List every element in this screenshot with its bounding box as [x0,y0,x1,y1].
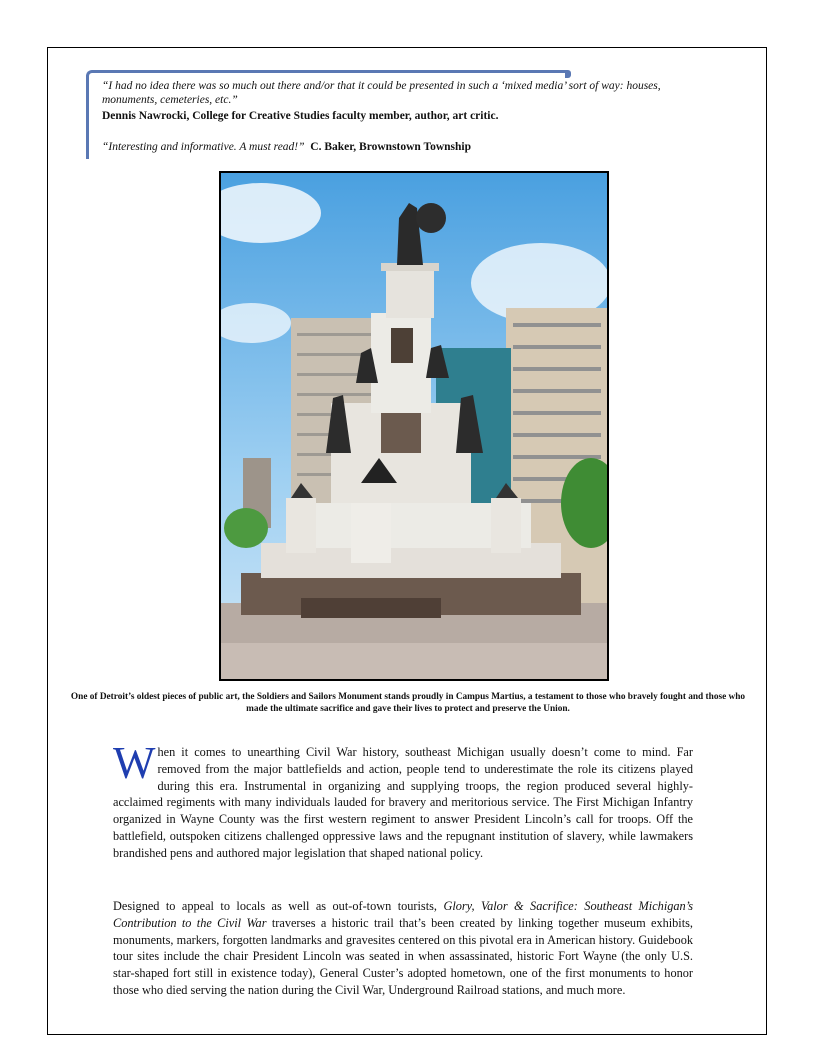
testimonial-quote-1: “I had no idea there was so much out there and/or that it could be presented in such a ‘mixed media’ sort of way: houses, monuments, cemeteries, etc.” [102,80,661,106]
book-title: Glory, Valor & Sacrifice: Southeast Michigan’s Contribution to the Civil War [113,899,693,930]
body-paragraph-1-text: hen it comes to unearthing Civil War history, southeast Michigan usually doesn’t come to mind. Far removed from the major battlefields and action, people tend to underestimate the role its citizens played during this era. Instrumental in organizing and supplying troops, the region produced several highly-acclaimed regiments with many individuals lauded for bravery and meritorious service. The First Michigan Infantry organized in Wayne County was the first western regiment to answer President Lincoln’s call for troops. Off the battlefield, outspoken citizens challenged oppressive laws and the repugnant institution of slavery, while lawmakers brandished pens and authored major legislation that shaped national policy. [113,745,693,860]
body-paragraph-1 [113,738,693,862]
drop-cap: W [113,738,156,788]
testimonial-quote-2-text: “Interesting and informative. A must read!” [102,141,305,153]
body-paragraph-2-lead: Designed to appeal to locals as well as out-of-town tourists, [113,899,444,913]
testimonial-attribution-1: Dennis Nawrocki, College for Creative Studies faculty member, author, art critic. [102,110,499,122]
testimonial-quote-2 [102,141,471,153]
monument-photo [219,171,609,681]
photo-caption: One of Detroit’s oldest pieces of public art, the Soldiers and Sailors Monument stands proudly in Campus Martius, a testament to those who bravely fought and those who made the ultimate sacrifice and gave their lives to protect and preserve the Union. [70,692,746,714]
testimonial-attribution-2: C. Baker, Brownstown Township [310,141,472,153]
body-paragraph-2-rest: traverses a historic trail that’s been created by linking together museum exhibits, monuments, markers, forgotten landmarks and gravesites centered on this pivotal era in American history. Guidebook tour sites include the chair President Lincoln was seated in when assassinated, historic Fort Wayne (the only U.S. star-shaped fort still in existence today), General Custer’s adopted hometown, one of the first monuments to honor those who died serving the nation during the Civil War, Underground Railroad stations, and much more. [113,915,693,997]
body-paragraph-2 [113,898,693,999]
